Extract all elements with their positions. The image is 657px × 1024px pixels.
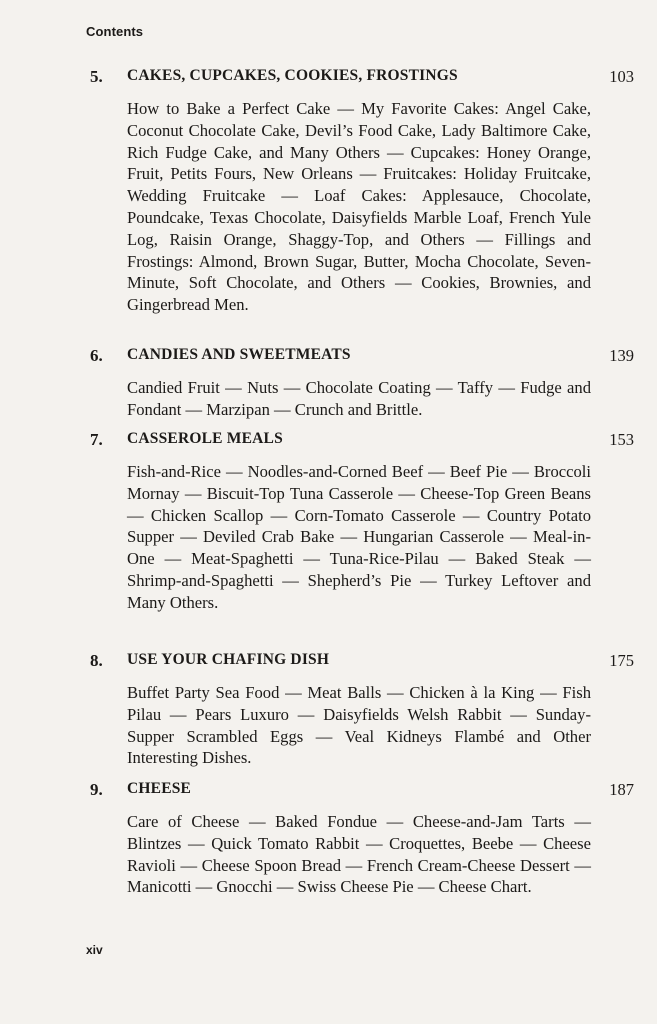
entry-title: CAKES, CUPCAKES, COOKIES, FROSTINGS bbox=[127, 67, 458, 84]
entry-description: Care of Cheese — Baked Fondue — Cheese-and-Jam Tarts — Blintzes — Quick Tomato Rabbit — Croquettes, Beebe — Cheese Ravioli — Cheese Spoon Bread — French Cream-Cheese Dessert — Manicotti — Gnocchi — Swiss Cheese Pie — Cheese Chart. bbox=[127, 812, 591, 897]
entry-page-number: 139 bbox=[609, 346, 634, 365]
entry-description: Fish-and-Rice — Noodles-and-Corned Beef — Beef Pie — Broccoli Mornay — Biscuit-Top Tuna Casserole — Cheese-Top Green Beans — Chicken Scallop — Corn-Tomato Casserole — Country Potato Supper — Deviled Crab Bake — Hungarian Casserole — Meal-in-One — Meat-Spaghetti — Tuna-Rice-Pilau — Baked Steak — Shrimp-and-Spaghetti — Shepherd’s Pie — Turkey Leftover and Many Others. bbox=[127, 462, 591, 612]
entry-page-number: 153 bbox=[609, 430, 634, 449]
entry-page-number: 103 bbox=[609, 67, 634, 86]
entry-title: CHEESE bbox=[127, 780, 192, 797]
entry-number: 6. bbox=[90, 346, 103, 365]
entry-description: How to Bake a Perfect Cake — My Favorite Cakes: Angel Cake, Coconut Chocolate Cake, Devil’s Food Cake, Lady Baltimore Cake, Rich Fudge Cake, and Many Others — Cupcakes: Honey Orange, Fruit, Petits Fours, New Orleans — Fruitcakes: Holiday Fruitcake, Wedding Fruitcake — Loaf Cakes: Applesauce, Chocolate, Poundcake, Texas Chocolate, Daisyfields Marble Loaf, French Yule Log, Raisin Orange, Shaggy-Top, and Others — Fillings and Frostings: Almond, Brown Sugar, Butter, Mocha Chocolate, Seven-Minute, Soft Chocolate, and Others — Cookies, Brownies, and Gingerbread Men. bbox=[127, 99, 591, 315]
entry-number: 8. bbox=[90, 651, 103, 670]
entry-number: 7. bbox=[90, 430, 103, 449]
entry-title: USE YOUR CHAFING DISH bbox=[127, 651, 330, 668]
entry-number: 5. bbox=[90, 67, 103, 86]
page-number: xiv bbox=[86, 943, 103, 957]
entry-title: CASSEROLE MEALS bbox=[127, 430, 283, 447]
running-head: Contents bbox=[86, 24, 144, 39]
entry-page-number: 187 bbox=[609, 780, 634, 799]
entry-page-number: 175 bbox=[609, 651, 634, 670]
entry-number: 9. bbox=[90, 780, 103, 799]
entry-description: Candied Fruit — Nuts — Chocolate Coating — Taffy — Fudge and Fondant — Marzipan — Crunch and Brittle. bbox=[127, 378, 591, 419]
entry-title: CANDIES AND SWEETMEATS bbox=[127, 346, 351, 363]
entry-description: Buffet Party Sea Food — Meat Balls — Chicken à la King — Fish Pilau — Pears Luxuro — Daisyfields Welsh Rabbit — Sunday-Supper Scrambled Eggs — Veal Kidneys Flambé and Other Interesting Dishes. bbox=[127, 683, 591, 768]
